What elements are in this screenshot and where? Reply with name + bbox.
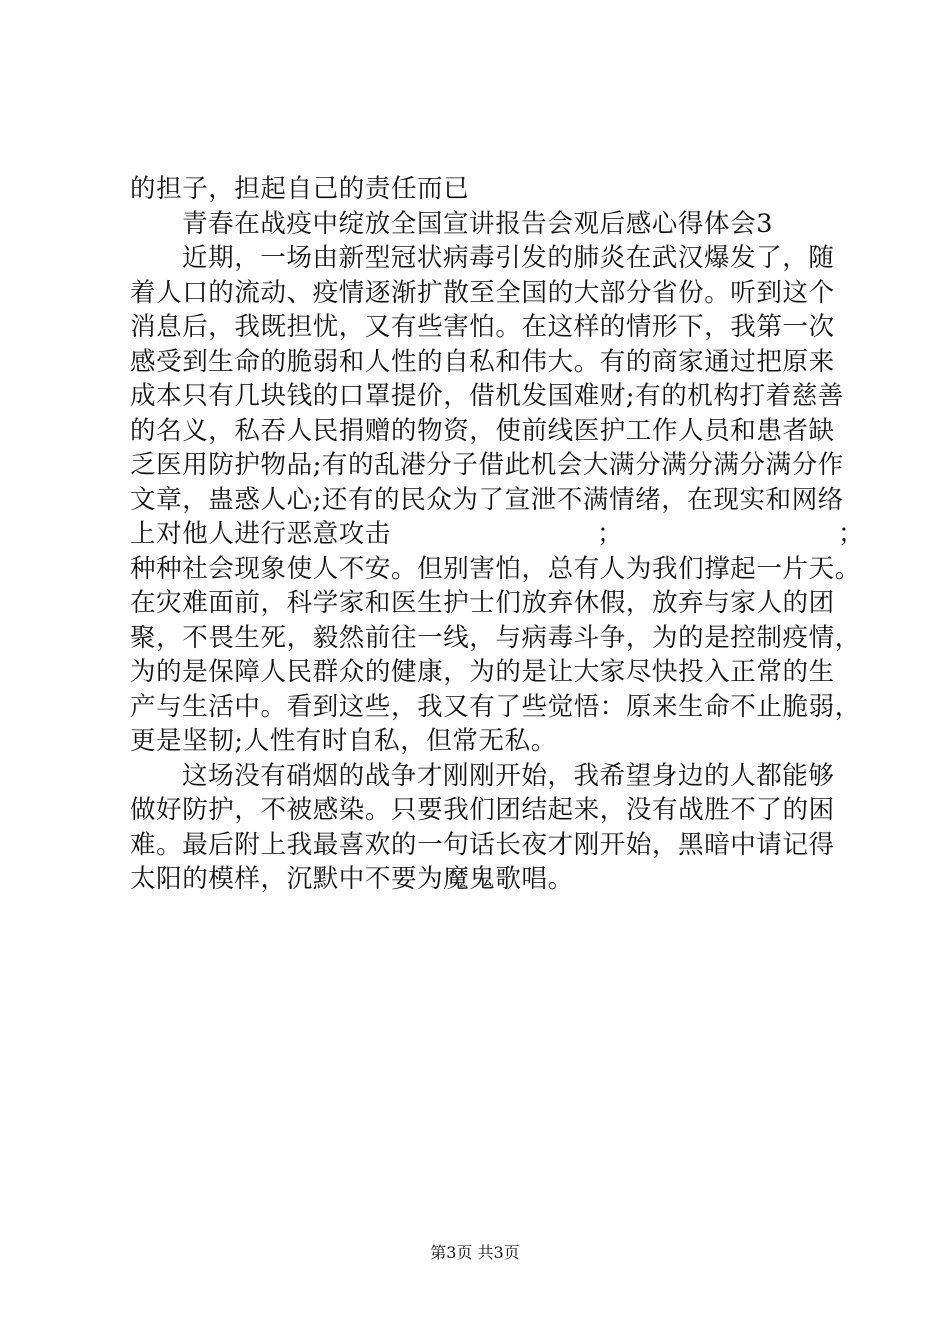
text-line: 做好防护，不被感染。只要我们团结起来，没有战胜不了的困 <box>130 795 835 825</box>
text-line: 消息后，我既担忧，又有些害怕。在这样的情形下，我第一次 <box>130 312 835 342</box>
text-line: 的担子，担起自己的责任而已 <box>130 174 470 204</box>
text-line: 乏医用防护物品;有的乱港分子借此机会大满分满分满分满分作 <box>130 450 844 480</box>
text-segment: 上对他人进行恶意攻击 <box>130 519 392 549</box>
semicolon-mark: ； <box>838 519 865 549</box>
section-heading: 青春在战疫中绽放全国宣讲报告会观后感心得体会3 <box>182 208 774 239</box>
page-number-footer: 第3页 共3页 <box>430 1243 520 1262</box>
text-line: 为的是保障人民群众的健康，为的是让大家尽快投入正常的生 <box>130 657 835 687</box>
text-line: 这场没有硝烟的战争才刚刚开始，我希望身边的人都能够 <box>182 760 835 791</box>
text-line: 的名义，私吞人民捐赠的物资，使前线医护工作人员和患者缺 <box>130 415 835 446</box>
text-line: 感受到生命的脆弱和人性的自私和伟大。有的商家通过把原来 <box>130 346 835 377</box>
text-line: 难。最后附上我最喜欢的一句话长夜才刚开始，黑暗中请记得 <box>130 829 835 860</box>
text-line: 太阳的模样，沉默中不要为魔鬼歌唱。 <box>130 864 574 894</box>
text-line: 种种社会现象使人不安。但别害怕，总有人为我们撑起一片天。 <box>130 553 861 584</box>
text-line: 近期，一场由新型冠状病毒引发的肺炎在武汉爆发了，随 <box>182 243 835 273</box>
document-body <box>130 172 865 897</box>
text-line: 成本只有几块钱的口罩提价，借机发国难财;有的机构打着慈善 <box>130 381 844 411</box>
text-line: 聚，不畏生死，毅然前往一线，与病毒斗争，为的是控制疫情， <box>130 622 861 653</box>
text-line: 产与生活中。看到这些，我又有了些觉悟：原来生命不止脆弱， <box>130 691 861 722</box>
text-line: 在灾难面前，科学家和医生护士们放弃休假，放弃与家人的团 <box>130 588 835 618</box>
text-line: 文章，蛊惑人心;还有的民众为了宣泄不满情绪，在现实和网络 <box>130 484 844 515</box>
text-line: 更是坚韧;人性有时自私，但常无私。 <box>130 726 557 756</box>
text-line: 着人口的流动、疫情逐渐扩散至全国的大部分省份。听到这个 <box>130 277 835 308</box>
text-line-with-gap <box>130 517 865 552</box>
semicolon-mark: ； <box>597 519 624 549</box>
